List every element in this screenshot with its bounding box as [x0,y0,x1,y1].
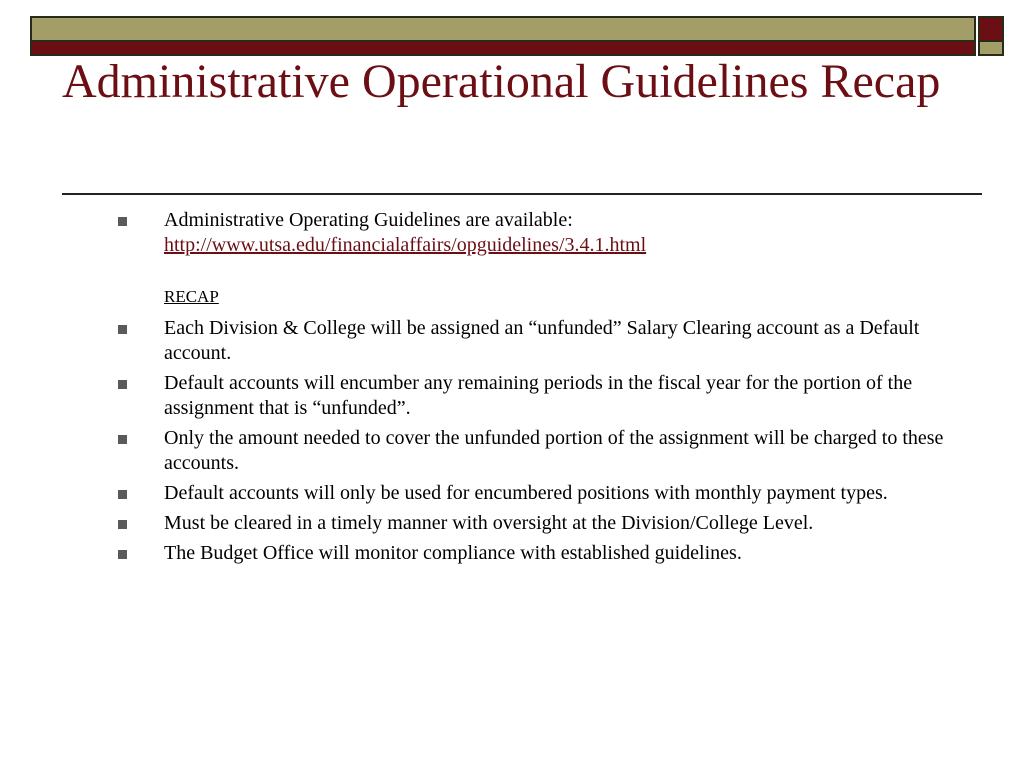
square-bullet-icon [118,490,127,499]
list-item [118,541,978,566]
list-item [118,511,978,536]
square-bullet-icon [118,435,127,444]
list-item [118,426,978,476]
intro-text: Administrative Operating Guidelines are available: [164,209,573,231]
guidelines-link-line [164,233,978,258]
header-bar-olive [30,16,976,42]
bullet-text: The Budget Office will monitor compliance with established guidelines. [164,542,742,564]
slide-title: Administrative Operational Guidelines Recap [62,55,941,108]
bullet-text: Must be cleared in a timely manner with oversight at the Division/College Level. [164,512,814,534]
bullet-text: Default accounts will encumber any remaining periods in the fiscal year for the portion of the assignment that is “unfunded”. [164,372,913,419]
square-bullet-icon [118,217,127,226]
bullet-list [118,208,978,566]
title-divider [62,193,982,195]
list-item [118,371,978,421]
recap-label: RECAP [164,287,219,306]
list-item [118,316,978,366]
spacer [164,258,978,283]
guidelines-link[interactable]: http://www.utsa.edu/financialaffairs/opguidelines/3.4.1.html [164,234,647,256]
square-bullet-icon [118,380,127,389]
bullet-text: Default accounts will only be used for encumbered positions with monthly payment types. [164,482,888,504]
list-item [118,481,978,506]
list-item-intro [118,208,978,311]
square-bullet-icon [118,325,127,334]
bullet-text: Only the amount needed to cover the unfunded portion of the assignment will be charged to these accounts. [164,427,944,474]
square-bullet-icon [118,550,127,559]
header-square-maroon [978,16,1004,42]
bullet-text: Each Division & College will be assigned an “unfunded” Salary Clearing account as a Default account. [164,317,920,364]
square-bullet-icon [118,520,127,529]
